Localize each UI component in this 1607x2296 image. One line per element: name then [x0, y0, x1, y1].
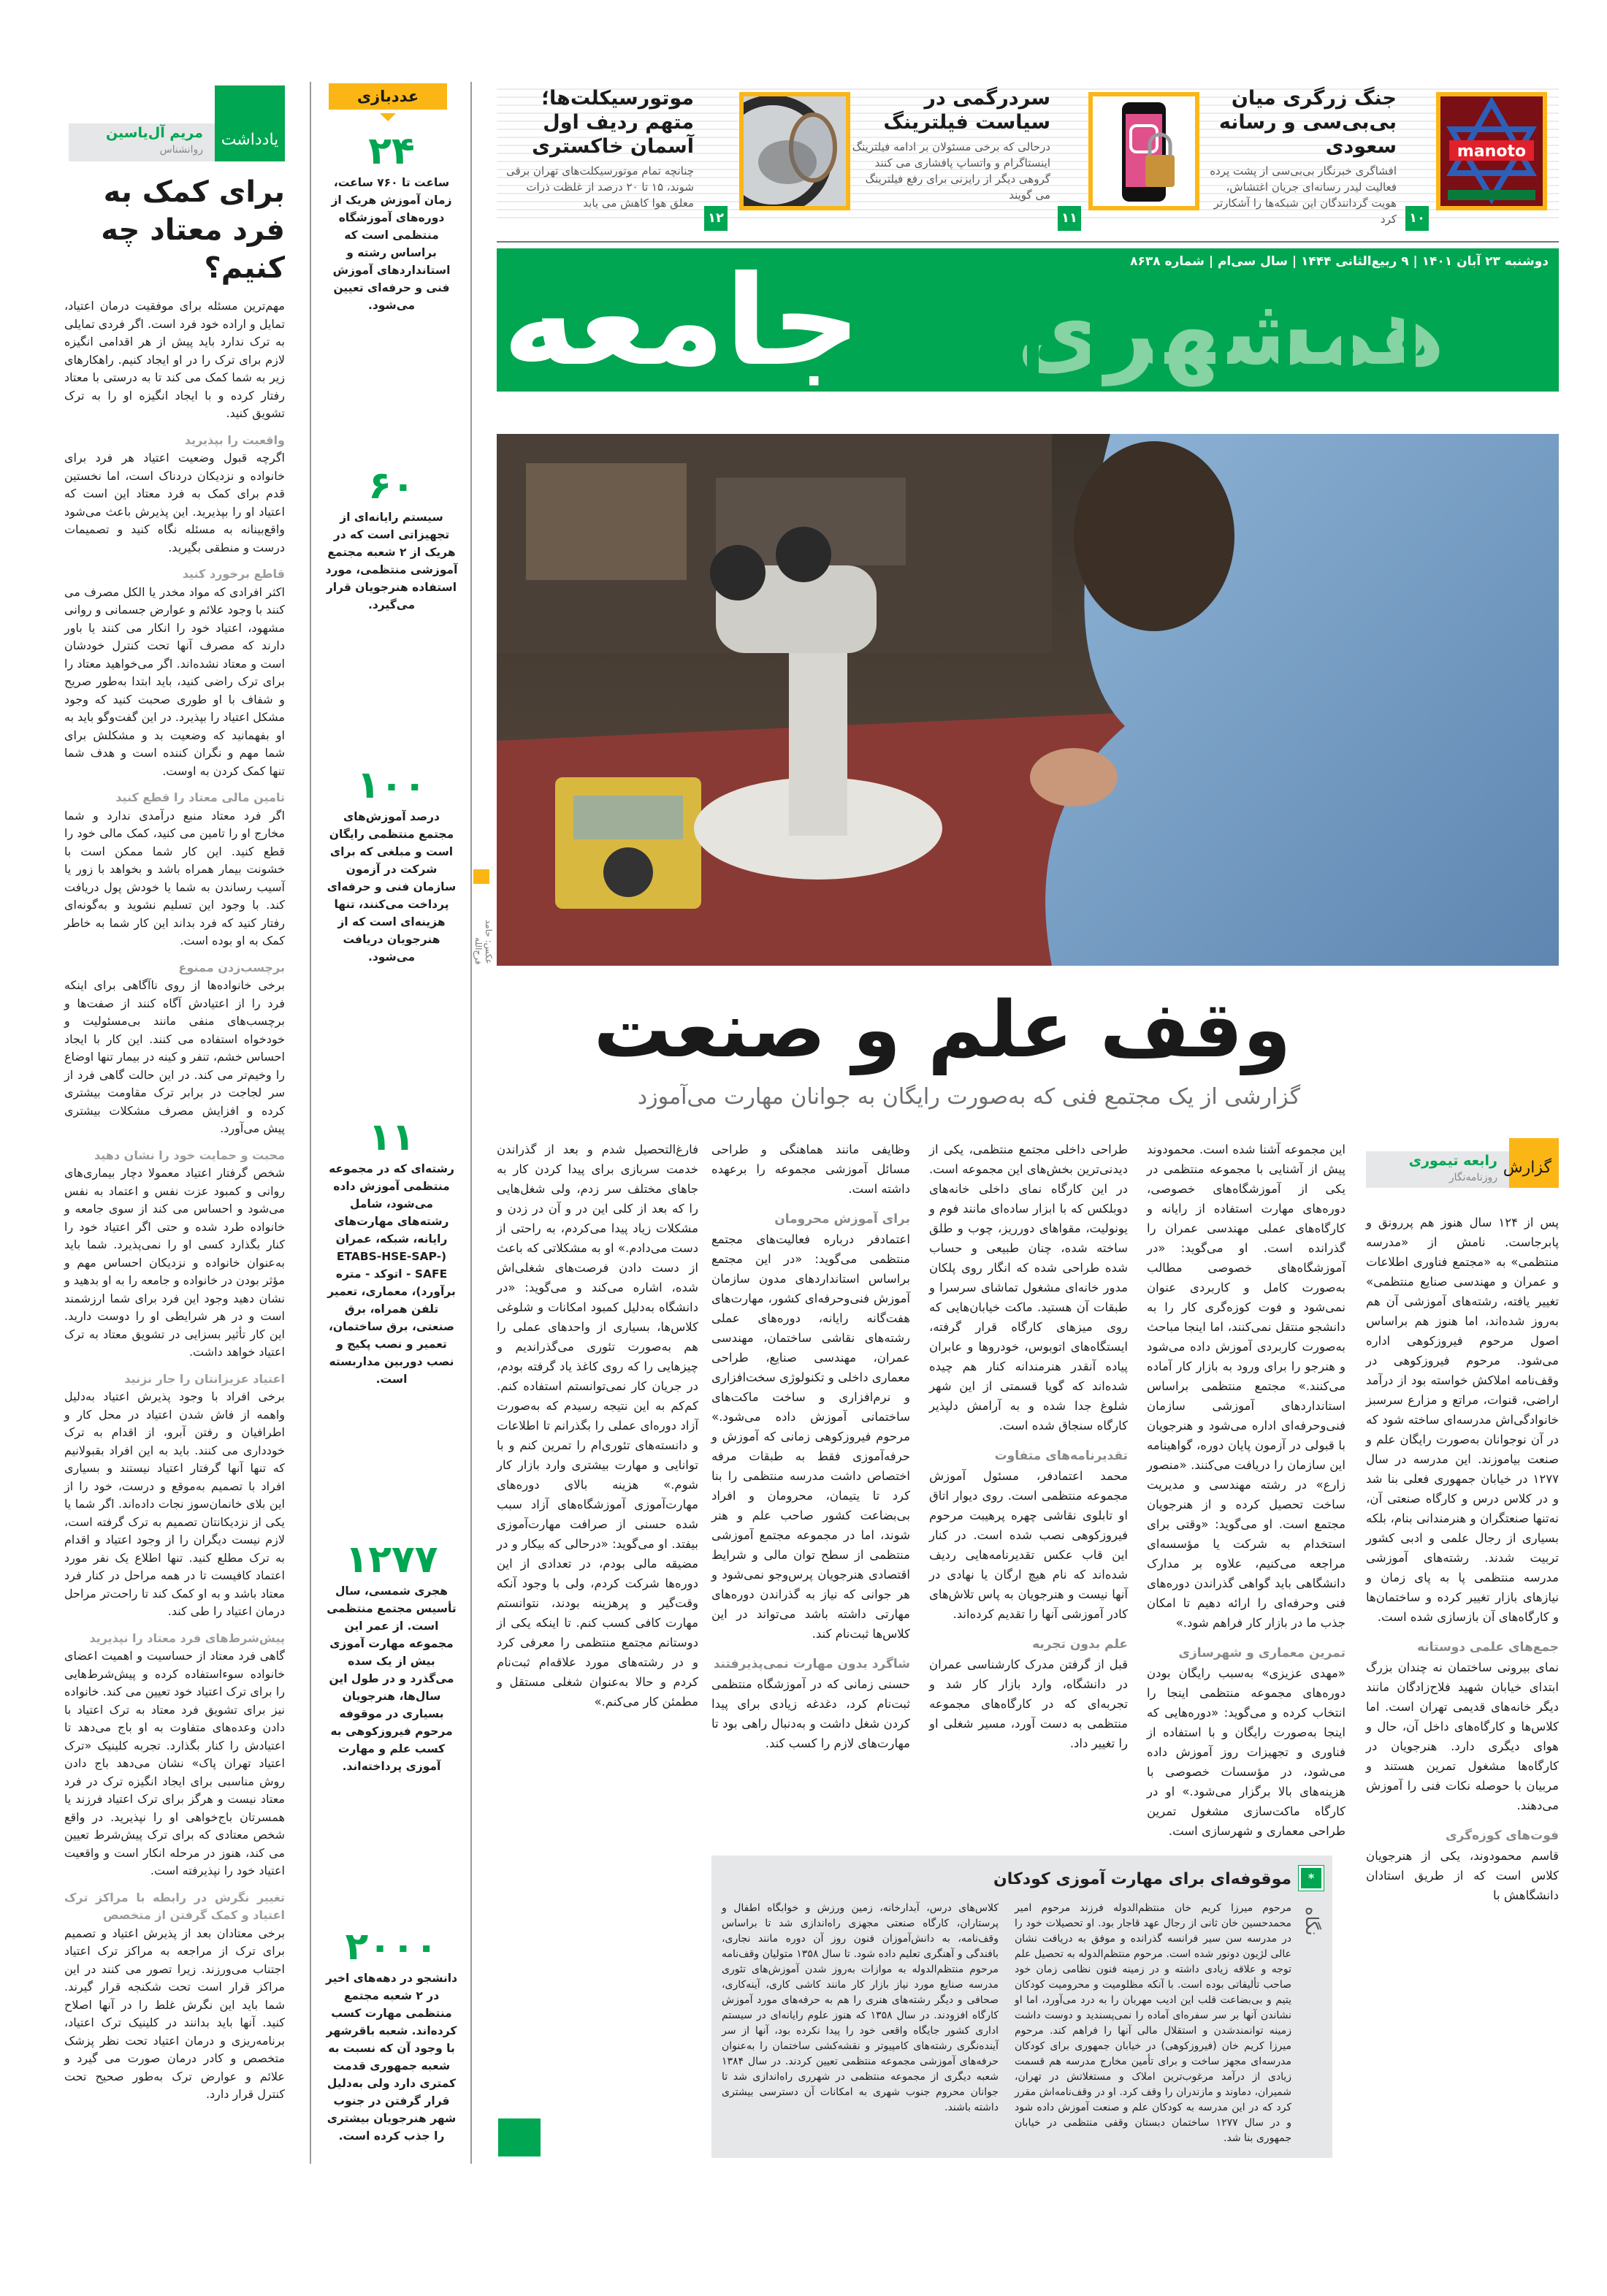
section-title: جامعه — [503, 249, 861, 392]
article-column-4 — [711, 1140, 910, 1753]
sidebar-box — [711, 1856, 1332, 2158]
teaser-image-bbc — [1436, 92, 1547, 210]
author-role: روانشناس — [159, 144, 203, 156]
paragraph: گاهی فرد معتاد از حساسیت و اهمیت اعضای خانواده سوءاستفاده کرده و پیش‌شرط‌هایی را برای ترک اعتیاد خود تعیین می کند. خانواده نیز برای تشویق فرد معتاد به ترک اعتیاد با دادن وعده‌های متفاوت به او باج می‌دهد تا اعتیادش را کنار بگذارد. تجربه کلینیک «ترک اعتیاد تهران پاک» نشان می‌دهد باج دادن روش مناسبی برای ایجاد انگیزه ترک در فرد معتاد نیست و هرگز برای ترک اعتیاد فرزند یا همسرتان باج‌خواهی او را نپذیرید. در واقع شخص معتادی که برای ترک پیش‌شرط تعیین می کند، هنوز در مرحله انکار است و واقعیت اعتیاد خود را نپذیرفته است. — [64, 1649, 285, 1877]
teaser-title[interactable]: سردرگمی در سیاست فیلترینگ — [883, 87, 1050, 134]
paragraph: فارغ‌التحصیل شدم و بعد از گذراندن خدمت سربازی برای پیدا کردن کار به جاهای مختلف سر زدم، ولی شغل‌هایی را که بعد از کلی این در و آن در زدن و مشکلات زیاد پیدا می‌کردم، به راحتی از دست می‌دادم.» او به مشکلاتی که باعث از دست دادن فرصت‌های شغلی‌اش شده، اشاره می‌کند و می‌گوید: «در دانشگاه به‌دلیل کمبود امکانات و شلوغی کلاس‌ها، بسیاری از واحدهای عملی را هم به‌صورت تئوری می‌گذراندیم و چیزهایی را که روی کاغذ یاد گرفته بودم، در جریان کار نمی‌توانستم استفاده کنم. کم‌کم به این نتیجه رسیدم که به‌صورت آزاد دوره‌ای عملی را بگذرانم تا اطلاعات و دانسته‌های تئوری‌ام را تمرین کنم و با توانایی و مهارت بیشتری وارد بازار کار شوم.» هزینه بالای دوره‌های مهارت‌آموزی آموزشگاه‌های آزاد سبب شده حسنی از صرافت مهارت‌آموزی بیفتد. او می‌گوید: «درحالی که بیکار و در مضیقه مالی بودم، در تعدادی از این دوره‌ها شرکت کردم، ولی با وجود آنکه وقت‌گیر و پرهزینه بودند، نتوانستم مهارت کافی کسب کنم. تا اینکه یکی از دوستانم مجتمع منتظمی را معرفی کرد و در رشته‌های مورد علاقه‌ام ثبت‌نام کردم و حالا به‌عنوان شغلی مستقل و مطمئن کار می‌کنم.» — [497, 1143, 698, 1709]
article-column-1 — [1366, 1213, 1559, 1905]
paragraph: برخی معتادان بعد از پذیرش اعتیاد و تصمیم برای ترک از مراجعه به مراکز ترک اعتیاد اجتناب می‌ورزند. زیرا تصور می کنند در این مراکز قرار است تحت شکنجه قرار گیرند. شما باید این نگرش غلط را در آنها اصلاح کنید. آنها باید بدانند در کلینیک ترک اعتیاد، برنامه‌ریزی و درمان اعتیاد تحت نظر پزشک متخصص و کادر درمان صورت می گیرد و علائم و عوارض ترک به‌طور صحیح تحت کنترل قرار دارد. — [64, 1926, 285, 2101]
number-item — [318, 1924, 465, 2145]
number-caption: درصد آموزش‌های مجتمع منتظمی رایگان است و مبلغی که برای شرکت در آزمون سازمان فنی و حرفه‌ای پرداخت می‌کنند، تنها هزینه‌ای است که از هنرجویان دریافت می‌شود. — [327, 810, 457, 964]
page-badge[interactable]: ۱۲ — [704, 206, 728, 231]
number-caption: دانشجو در دهه‌های اخیر در ۲ شعبه مجتمع منتظمی مهارت کسب کرده‌اند. شعبه باقرشهر با وجود آن که نسبت به شعبه جمهوری قدمت کمتری دارد ولی به‌دلیل قرار گرفتن در جنوب شهر هنرجویان بیشتری را جذب کرده است. — [325, 1972, 458, 2143]
teaser-image-exhaust — [739, 92, 850, 210]
section-tag: گزارش — [1509, 1138, 1559, 1188]
credit-marker — [473, 869, 489, 884]
paragraph: قبل از گرفتن مدرک کارشناسی عمران در دانشگاه، وارد بازار کار شد و تجربه‌ای که در کارگاه‌های مجموعه منتظمی به دست آورد، مسیر شغلی او را تغییر داد. — [929, 1658, 1128, 1750]
column-divider — [310, 82, 311, 2164]
report-byline — [1366, 1151, 1559, 1188]
subheading: واقعیت را بپذیرید — [184, 432, 285, 447]
teaser-textbox — [503, 86, 694, 211]
box-title: موقوفه‌ای برای مهارت آموزی کودکان — [993, 1870, 1291, 1888]
number-item — [318, 1537, 465, 1775]
article-middle-columns — [711, 1140, 1345, 1841]
paragraph: برخی افراد با وجود پذیرش اعتیاد به‌دلیل واهمه از فاش شدن اعتیاد در محل کار و اطرافیان و رفتن آبرو، از اقدام به ترک خودداری می کنند. باید به این افراد بقبولانیم که تنها آنها گرفتار اعتیاد نیستند و بسیاری افراد با تصمیم به‌موقع و درست، خود را از این بلای خانمان‌سوز نجات داده‌اند. اگر شما یا یکی از نزدیکانتان تصمیم به ترک گرفته است، لازم نیست دیگران را از وجود اعتیاد و اقدام به ترک مطلع کنید. تنها اطلاع یک نفر مورد اعتماد کافیست تا در همه مراحل در کنار فرد معتاد باشد و به او کمک کند تا راحت‌تر مراحل درمان اعتیاد را طی کند. — [64, 1389, 285, 1618]
main-subtitle: گزارشی از یک مجتمع فنی که به‌صورت رایگان به جوانان مهارت می‌آموزد — [637, 1084, 1300, 1110]
note-byline — [64, 85, 285, 161]
paragraph: برخی خانواده‌ها از روی ناآگاهی برای اینکه فرد را از اعتیادش آگاه کنند از صفت‌ها و برچسب‌های منفی مانند بی‌مسئولیت و خودخواه استفاده می کنند. این کار با ایجاد احساس خشم، تنفر و کینه در بیمار تنها اوضاع را وخیم‌تر می کند. در این حالت گاهی فرد از سر لجاجت در برابر ترک مقاومت بیشتری کرده و افزایش مصرف مشکلات بیشتری پیش می‌آورد. — [64, 978, 285, 1135]
paragraph: اگرچه قبول وضعیت اعتیاد هر فرد برای خانواده و نزدیکان دردناک است، اما نخستین قدم برای کمک به فرد معتاد این است که اعتیاد او را بپذیرید. این پذیرش باعث می‌شود واقع‌بینانه به مسئله نگاه کنید و تصمیمات درست و منطقی بگیرید. — [64, 451, 285, 554]
date-line: دوشنبه ۲۳ آبان ۱۴۰۱ | ۹ ربیع‌الثانی ۱۴۴۴ | سال سی‌ام | شماره ۸۶۳۸ — [1130, 254, 1549, 269]
section-tag: یادداشت — [215, 85, 285, 161]
numbers-list — [318, 129, 465, 2145]
subheading: تامین مالی معتاد را قطع کنید — [115, 790, 285, 804]
number-item — [318, 1115, 465, 1388]
svg-text:manoto: manoto — [1457, 142, 1527, 161]
number-value: ۶۰ — [368, 464, 415, 508]
box-column-right: مرحوم میرزا کریم خان منتظم‌الدوله فرزند مرحوم امیر محمدحسین خان ثانی از رجال عهد قاجار بود. او تحصیلات خود را در مدرسه سن سیر فرانسه گذرانده و موفق به دریافت نشان عالی لژیون دونور شده است. مرحوم منتظم‌الدوله به تحصیل علم توجه و علاقه زیادی داشته و در زمینه فنون نظامی زمان خود صاحب تألیفاتی بوده است. با آنکه مظلومیت و محرومیت کودکان یتیم و بی‌بضاعت قلب این ادیب مهربان را به درد می‌آورد، اما او نشاندن آنها بر سر سفره‌ای آماده را نمی‌پسندید و دوست داشت زمینه توانمندشدن و استقلال مالی آنها را فراهم کند. مرحوم میرزا کریم خان (فیروزکوهی) در خیابان جمهوری برای کودکان مدرسه‌ای مجهز ساخت و برای تأمین مخارج مدرسه هم قسمت زیادی از درآمد مرغوب‌ترین املاک و مستغلاتش در تهران، شمیران، دماوند و مازندران را وقف کرد. او در وقف‌نامه‌اش مقرر کرد که در این مدرسه به کودکان علم و صنعت آموزش داده شود و در سال ۱۲۷۷ ساختمان دبستان وقفی منتظمی در خیابان جمهوری بنا شد. — [1015, 1902, 1291, 2144]
number-value: ۱۱ — [368, 1115, 415, 1159]
main-headline[interactable]: وقف علم و صنعت — [593, 985, 1291, 1075]
article-column-2 — [1147, 1140, 1345, 1841]
number-value: ۲۰۰۰ — [345, 1925, 438, 1969]
paragraph: پس از ۱۲۴ سال هنوز هم پررونق و پابرجاست. نامش از «مدرسه منتظمی» به «مجتمع فناوری اطلاعات و عمران و مهندسی صنایع منتظمی» تغییر یافته، رشته‌های آموزشی آن هم به‌روز شده‌اند، اما هنوز هم براساس اصول مرحوم فیروزکوهی اداره می‌شود. مرحوم فیروزکوهی در وقف‌نامه املاکش خواسته بود از درآمد اراضی، قنوات، مراتع و مزارع سرسبز خانوادگی‌اش مدرسه‌ای ساخته شود که در آن نوجوانان به‌صورت رایگان علم و صنعت بیاموزند. این مدرسه در سال ۱۲۷۷ در خیابان جمهوری فعلی بنا شد و در کلاس درس و کارگاه صنعتی آن، نه‌تنها صنعتگران و هنرمندانی بنام، بلکه بسیاری از رجال علمی و ادبی کشور تربیت شدند. رشته‌های آموزشی مدرسه منتظمی پا به پای زمان و نیازهای بازار تغییر کرده و ساختمان‌ها و کارگاه‌های آن بازسازی شده است. — [1366, 1216, 1560, 1624]
box-side-label: نگاه — [1302, 1907, 1322, 1936]
numbers-header: عددبازی — [329, 83, 447, 110]
paragraph: «مهدی عزیزی» به‌سبب رایگان بودن دوره‌های مجموعه منتظمی اینجا را انتخاب کرده و می‌گوید: «دوره‌هایی که اینجا به‌صورت رایگان و با استفاده از فناوری و تجهیزات روز آموزش داده می‌شود، در مؤسسات خصوصی با هزینه‌های بالا برگزار می‌شود.» او در کارگاه ماکت‌سازی مشغول تمرین طراحی معماری و شهرسازی است. — [1147, 1666, 1345, 1838]
paragraph: اعتمادفر درباره فعالیت‌های مجتمع منتظمی می‌گوید: «در این مجتمع براساس استانداردهای مدون سازمان آموزش فنی‌وحرفه‌ای کشور، مهارت‌های هفت‌گانه رایانه، دوره‌های عملی رشته‌های نقاشی ساختمان، مهندسی عمران، مهندسی صنایع، طراحی معماری داخلی و تکنولوژی سخت‌افزاری و نرم‌افزاری و ساخت ماکت‌های ساختمانی آموزش داده می‌شود.» مرحوم فیروزکوهی زمانی که آموزش و حرفه‌آموزی فقط به طبقات مرفه اختصاص داشت مدرسه منتظمی را بنا کرد تا یتیمان، محرومان و افراد بی‌بضاعت کشور صاحب علم و هنر شوند، اما در مجموعه مجتمع آموزشی منتظمی از سطح توان مالی و شرایط اقتصادی هنرجویان پرس‌وجو نمی‌شود و هر جوانی که نیاز به گذراندن دوره‌های مهارتی داشته باشد می‌تواند در این کلاس‌ها ثبت‌نام کند. — [711, 1232, 910, 1641]
author-role: روزنامه‌نگار — [1448, 1172, 1497, 1183]
teaser-title[interactable]: جنگ زرگری میان بی‌بی‌سی و رسانه سعودی — [1218, 87, 1397, 158]
lead-photo — [497, 434, 1559, 966]
subheading: شاگرد بدون مهارت نمی‌پذیرفتند — [713, 1657, 910, 1671]
paragraph: اکثر افرادی که مواد مخدر یا الکل مصرف می کنند با وجود علائم و عوارض جسمانی و روانی مشهود، اعتیاد خود را انکار می کنند یا باور دارند که مصرف آنها تحت کنترل خودشان است و معتاد نشده‌اند. اگر می‌خواهید معتاد را برای ترک راضی کنید، باید ابتدا به‌طور صریح و شفاف با او طوری صحبت کنید که وجود مشکل اعتیاد را بپذیرد. در این گفت‌وگو باید به او بفهمانید که وضعیت بد و مشکلش برای شما مهم و نگران کننده است و هدف شما تنها کمک کردن به اوست. — [64, 584, 285, 778]
number-item — [318, 463, 465, 614]
divider — [497, 241, 1559, 243]
subheading: تقدیرنامه‌های متفاوت — [994, 1449, 1128, 1463]
paragraph: قاسم محمودوند، یکی از هنرجویان کلاس است که از طریق استادان دانشگاهش با — [1366, 1849, 1559, 1902]
teaser-textbox — [1198, 86, 1397, 227]
paragraph: این مجموعه آشنا شده است. محمودوند پیش از آشنایی با مجموعه منتظمی در یکی از آموزشگاه‌های خصوصی، دوره‌های مهارت استفاده از رایانه و کارگاه‌های عملی مهندسی عمران را گذرانده است. او می‌گوید: «در آموزشگاه‌های خصوصی مطالب به‌صورت کامل و کاربردی عنوان نمی‌شود و فوت کوزه‌گری کار را به دانشجو منتقل نمی‌کنند، اما اینجا مباحث به‌صورت کاربردی آموزش داده می‌شود و هنرجو را برای ورود به بازار کار آماده می‌کنند.» مجتمع منتظمی براساس استانداردهای آموزشی سازمان فنی‌وحرفه‌ای اداره می‌شود و هنرجویان با قبولی در آزمون پایان دوره، گواهینامه این سازمان را دریافت می‌کنند. «منصور زارع» در رشته مهندسی و مدیریت ساخت تحصیل کرده و از هنرجویان مجتمع است. او می‌گوید: «وقتی برای استخدام به شرکت یا مؤسسه‌ای مراجعه می‌کنیم، علاوه بر مدارک دانشگاهی باید گواهی گذراندن دوره‌های فنی وحرفه‌ای را ارائه دهیم تا امکان جذب ما در بازار کار فراهم شود.» — [1147, 1143, 1345, 1630]
teaser-text: افشاگری خبرنگار بی‌بی‌سی از پشت پرده فعالیت لیدر رسانه‌ای جریان اغتشاش، هویت گردانندگان این شبکه‌ها را آشکارتر کرد — [1210, 164, 1397, 226]
subheading: جمع‌های علمی دوستانه — [1416, 1640, 1559, 1655]
number-value: ۲۴ — [368, 129, 415, 173]
author-name: رابعه تیموری — [1408, 1153, 1497, 1169]
subheading: برای آموزش محرومان — [774, 1212, 910, 1227]
paragraph: وظایفی مانند هماهنگی و طراحی مسائل آموزشی مجموعه را برعهده داشته است. — [711, 1143, 910, 1196]
number-item — [318, 129, 465, 314]
page-badge[interactable]: ۱۰ — [1405, 206, 1429, 231]
page-badge[interactable]: ۱۱ — [1058, 206, 1081, 231]
number-caption: ساعت تا ۷۶۰ ساعت، زمان آموزش هریک از دوره‌های آموزشگاه منتظمی است که براساس رشته و استانداردهای آموزش فنی و حرفه‌ای تعیین می‌شود. — [331, 176, 452, 312]
box-column-left: کلاس‌های درس، آبدارخانه، زمین ورزش و خوابگاه اطفال و پرستاران، کارگاه صنعتی مجهزی راه‌اندازی شد تا براساس وقف‌نامه، به دانش‌آموزان فنون روز آن دوره مانند نجاری، بافندگی و آهنگری تعلیم داده شود. تا سال ۱۳۵۸ متولیان وقف‌نامه مرحوم منتظم‌الدوله به موازات به‌روز شدن آموزش‌های تئوری مدرسه صنایع مورد نیاز بازار کار مانند کاشی کاری، آینه‌کاری، صحافی و دیگر رشته‌های هنری را هم به حرفه‌های مورد آموزش کارگاه افزودند. در سال ۱۳۵۸ که هنوز علوم رایانه‌ای در سیستم اداری کشور جایگاه واقعی خود را پیدا نکرده بود، آنها از سر آینده‌نگری رشته‌های کامپیوتر و نقشه‌کشی ساختمان را به‌عنوان حرفه‌های آموزشی مجموعه منتظمی تعیین کردند. در سال ۱۳۸۴ شعبه دیگری از مجموعه منتظمی در شهرری راه‌اندازی شد تا جوانان محروم جنوب شهری به امکانات آن دسترسی بیشتری داشته باشند. — [722, 1902, 999, 2113]
paragraph: اگر فرد معتاد منبع درآمدی ندارد و شما مخارج او را تامین می کنید، کمک مالی خود را قطع کنید. این کار شما ممکن است با خشونت بیمار همراه باشد و بخواهد با زور یا آسیب رساندن به شما یا خودش پول دریافت کند. با وجود این تسلیم نشوید و به‌گونه‌ای رفتار کنید که فرد بداند این کار شما به خاطر کمک به او بوده است. — [64, 808, 285, 947]
note-body — [64, 297, 285, 2104]
subheading: قاطع برخورد کنید — [182, 567, 285, 581]
asterisk-icon: * — [1299, 1866, 1324, 1891]
number-item — [318, 763, 465, 966]
paper-logo[interactable]: همشهری — [913, 278, 1549, 387]
teaser-title[interactable]: موتورسیکلت‌ها؛ متهم ردیف اول آسمان خاکستری — [532, 87, 694, 158]
subheading: علم بدون تجربه — [1032, 1637, 1128, 1652]
paragraph: محمد اعتمادفر، مسئول آموزش مجموعه منتظمی است. روی دیوار اتاق او تابلوی نقاشی چهره پرهیبت مرحوم فیروزکوهی نصب شده است. در کنار این قاب عکس تقدیرنامه‌هایی ردیف شده‌اند که نام هیچ ارگان یا نهادی در آنها نیست و هنرجویان به پاس تلاش‌های کادر آموزشی آنها را تقدیم کرده‌اند. — [929, 1469, 1128, 1621]
number-value: ۱۰۰ — [356, 763, 427, 807]
subheading: اعتیاد عزیزانتان را جار نزنید — [124, 1371, 285, 1386]
note-headline[interactable]: برای کمک به فرد معتاد چه کنیم؟ — [101, 175, 285, 285]
number-caption: رشته‌ای که در مجموعه منتظمی آموزش داده می‌شود، شامل رشته‌های مهارت‌های رایانه، شبکه، عمران (ETABS-HSE-SAP-SAFE - اتوکد - متره برآورد)، معماری، تعمیر تلفن همراه، برق صنعتی، برق ساختمان، تعمیر و نصب پکیج و نصب دوربین مداربسته است. — [327, 1162, 456, 1386]
paragraph: مهم‌ترین مسئله برای موفقیت درمان اعتیاد، تمایل و اراده خود فرد است. اگر فردی تمایلی به ترک ندارد باید پیش از هر اقدامی انگیزه لازم برای ترک را در او ایجاد کنیم. راهکارهای زیر به شما کمک می کند تا به درستی با معتاد رفتار کرده و با ایجاد انگیزه او را به ترک تشویق کنید. — [64, 299, 285, 420]
article-middle — [711, 1140, 1345, 2158]
paragraph: طراحی داخلی مجتمع منتظمی، یکی از دیدنی‌ترین بخش‌های این مجموعه است. در این کارگاه نمای داخلی خانه‌های دوبلکس که با ابزار ساده‌ای مانند فوم و یونولیت، مقواهای دورریز، چوب و طلق ساخته شده، چنان طبیعی و حساب شده طراحی شده که انگار روی پلکان مدور خانه‌ای مشغول تماشای سرسرا و طبقات آن هستید. ماکت خیابان‌هایی که روی میزهای کارگاه قرار گرفته، ایستگاه‌های اتوبوس، خودروها و عابران پیاده آنقدر هنرمندانه کنار هم چیده شده‌اند که گویا قسمتی از این شهر شلوغ جدا شده و به آرامش دلپذیر کارگاه سنجاق شده است. — [929, 1143, 1128, 1433]
number-caption: سیستم رایانه‌ای از تجهیزاتی است که در هریک از ۲ شعبه مجتمع آموزشی منتظمی، مورد استفاده هنرجویان قرار می‌گیرد. — [325, 511, 458, 611]
paragraph: شخص گرفتار اعتیاد معمولا دچار بیماری‌های روانی و کمبود عزت نفس و اعتماد به نفس می‌شود و احساس می کند از سوی جامعه و خانواده طرد شده و حتی اگر اعتیاد خود را کنار بگذارد کسی او را نمی‌پذیرد. شما باید به‌عنوان خانواده و نزدیکان احساس مهم و مؤثر بودن در خانواده و جامعه را به او بدهید و نشان دهید وجود این فرد برای شما ارزشمند است و در هر شرایطی او را دوست دارید. این کار تأثیر بسزایی در تشویق معتاد به ترک اعتیاد خواهد داشت. — [64, 1166, 285, 1359]
teaser-image-phone — [1088, 92, 1199, 210]
article-column-3 — [929, 1140, 1128, 1753]
paragraph: حسنی زمانی که در آموزشگاه منتظمی ثبت‌نام کرد، دغدغه زیادی برای پیدا کردن شغل داشت و به‌دنبال راهی بود تا مهارت‌های لازم را کسب کند. — [711, 1677, 910, 1750]
subheading: برچسب‌زدن ممنوع — [178, 960, 285, 975]
article-column-5 — [497, 1140, 698, 1712]
author-name: مریم آل‌یاسین — [105, 125, 203, 141]
subheading: پیش‌شرط‌های فرد معتاد را نپذیرید — [89, 1631, 285, 1645]
end-mark — [498, 2118, 541, 2156]
subheading: محبت و حمایت خود را نشان دهید — [94, 1148, 285, 1162]
masthead — [497, 248, 1559, 392]
number-value: ۱۲۷۷ — [345, 1538, 438, 1582]
subheading: تغییر نگرش در رابطه با مراکز ترک اعتیاد و کمک گرفتن از متخصص — [64, 1890, 285, 1922]
number-caption: هجری شمسی، سال تأسیس مجتمع منتظمی است. از عمر این مجموعه مهارت آموزی بیش از یک سده می‌گذرد و در طول این سال‌ها، هنرجویان بسیاری در موقوفه مرحوم فیروزکوهی به کسب علم و مهارت آموزی پرداخته‌اند. — [327, 1584, 457, 1773]
teaser-text: درحالی که برخی مسئولان بر ادامه فیلترینگ اینستاگرام و واتساپ پافشاری می کنند گروهی دیگر از رایزنی برای رفع فیلترینگ می گویند — [852, 140, 1050, 202]
teaser-textbox — [852, 86, 1050, 203]
column-divider — [470, 82, 472, 2164]
teaser-text: چنانچه تمام موتورسیکلت‌های تهران برقی شوند، ۱۵ تا ۲۰ درصد از غلظت ذرات معلق هوا کاهش می یابد — [506, 164, 694, 210]
photo-credit — [473, 869, 494, 964]
subheading: فوت‌های کوزه‌گری — [1446, 1828, 1559, 1843]
paragraph: نمای بیرونی ساختمان نه چندان بزرگ ابتدای خیابان شهید فلاح‌زادگان مانند دیگر خانه‌های قدیمی تهران است. اما کلاس‌ها و کارگاه‌های داخل آن، حال و هوای دیگری دارد. هنرجویان در کارگاه‌ها مشغول تمرین هستند و مربیان با حوصله نکات فنی را آموزش می‌دهند. — [1366, 1660, 1559, 1812]
subheading: تمرین معماری و شهرسازی — [1178, 1646, 1345, 1660]
photo-credit-text: عکس: حامد فرج‌الله — [473, 920, 494, 964]
box-columns — [722, 1901, 1291, 2146]
note-column — [64, 85, 285, 2104]
